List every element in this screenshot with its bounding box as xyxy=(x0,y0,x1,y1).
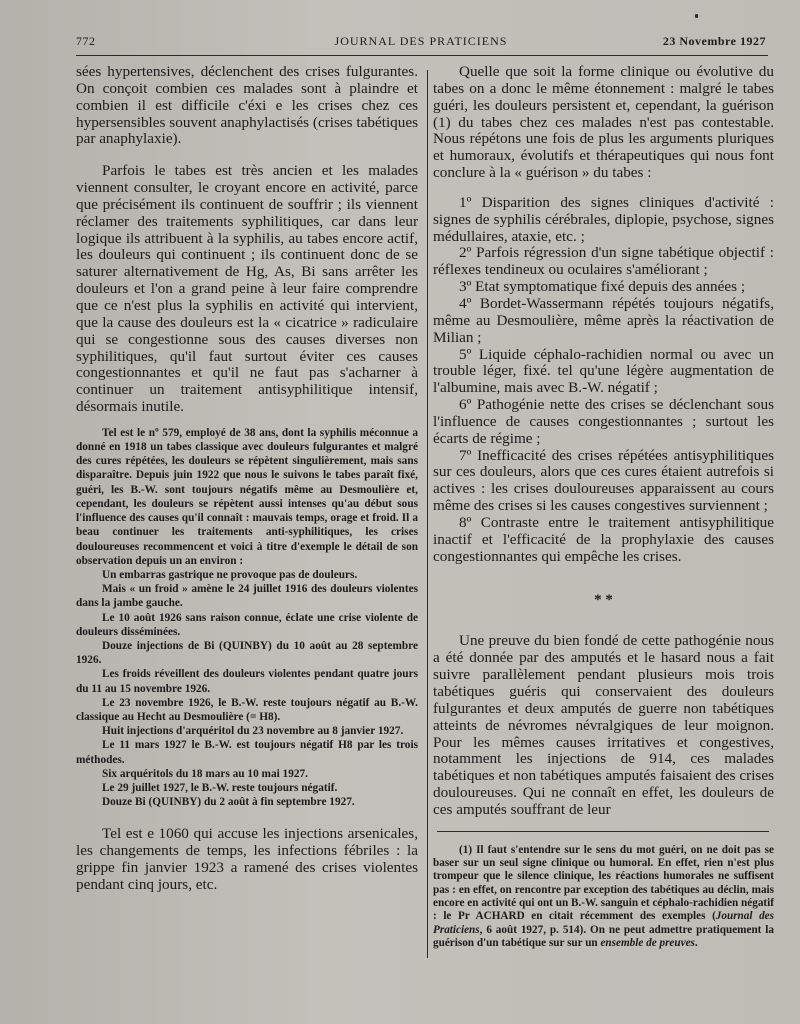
observation-entry: Le 10 août 1926 sans raison connue, éclate une crise violente de douleurs disséminées. xyxy=(76,611,418,638)
section-separator: * * xyxy=(594,592,613,609)
criteria-item: 1º Disparition des signes cliniques d'activité : signes de syphilis cérébrales, diplopie, psychose, signes médullaires, ataxie, etc. ; xyxy=(433,193,774,245)
criteria-list xyxy=(433,195,774,566)
criteria-item: 4º Bordet-Wassermann répétés toujours négatifs, même au Desmoulière, même après la réactivation de Milian ; xyxy=(433,294,774,346)
running-header xyxy=(76,34,766,52)
observation-entry: Mais « un froid » amène le 24 juillet 1916 des douleurs violentes dans la jambe gauche. xyxy=(76,583,418,610)
header-rule xyxy=(76,55,768,56)
right-column xyxy=(433,64,774,950)
case-1060-paragraph: Tel est e 1060 qui accuse les injections arsenicales, les changements de temps, les infections fébriles : la grippe fin janvier 1923 a ramené des crises violentes pendant cinq jours, etc. xyxy=(76,825,418,893)
criteria-item: 5º Liquide céphalo-rachidien normal ou avec un trouble léger, fixé. tel qu'une légère augmentation de l'albumine, mais avec B.-W. négatif ; xyxy=(433,345,774,397)
criteria-item: 2º Parfois régression d'un signe tabétique objectif : réflexes tendineux ou oculaires s'améliorant ; xyxy=(433,244,774,279)
case-579-intro: Tel est le nº 579, employé de 38 ans, dont la syphilis méconnue a donné en 1918 un tabes classique avec douleurs fulgurantes et malgré des cures répétées, les douleurs se répètent singulièrement, mais sans disparaître. Depuis juin 1922 que nous le suivons le tabes paraît fixé, guéri, les B.-W. sont toujours négatifs même au Desmoulière et, cependant, les douleurs se répètent aussi intenses qu'au début sous l'influence des causes qu'il connaît : mauvais temps, orage et froid. Il a beau continuer les traitements anti-syphilitiques, les crises douloureuses recommencent et voici à titre d'exemple le détail de son observation depuis un an environ : xyxy=(76,426,418,567)
ink-speck xyxy=(695,14,698,18)
criteria-item: 6º Pathogénie nette des crises se déclenchant sous l'influence de causes congestionnantes ; surtout les écarts de régime ; xyxy=(433,396,774,447)
criteria-item: 8º Contraste entre le traitement antisyphilitique inactif et l'efficacité de la prophylaxie des causes congestionnantes qui empêche les crises. xyxy=(433,513,774,565)
criteria-item: 7º Inefficacité des crises répétées antisyphilitiques sur ces douleurs, alors que ces cures étaient autrefois si actives : les crises douloureuses apparaissent au cours même des crises si les causes congestives surviennent ; xyxy=(433,446,774,515)
paragraph-tabes-ancien: Parfois le tabes est très ancien et les malades viennent consulter, le croyant encore en activité, parce que précisément ils continuent de souffrir ; ils viennent réclamer des traitements syphilitiques, car dans leur logique ils attribuent à la syphilis, au tabes encore actif, les douleurs qui continuent ; ils continuent donc de se saturer alternativement de Hg, As, Bi sans arrêter les douleurs et l'on a grand peine à leur faire comprendre que ce n'est plus la syphilis en activité qui intervient, que la cause des douleurs est la « cicatrice » radiculaire qui se congestionne sous des causes diverses non syphilitiques, qu'il faut surtout éviter ces causes congestionnantes et qu'il ne faut pas s'acharner à continuer un traitement antisyphilitique intensif, désormais inutile. xyxy=(76,162,418,416)
page-number: 772 xyxy=(76,34,96,48)
journal-title: JOURNAL DES PRATICIENS xyxy=(334,34,508,48)
observation-entry: Six arquéritols du 18 mars au 10 mai 1927. xyxy=(102,767,308,780)
observation-entry: Le 23 novembre 1926, le B.-W. reste toujours négatif au B.-W. classique au Hecht au Desmoulière (= H8). xyxy=(76,696,418,723)
footnote-journal-citation: Journal des Praticiens xyxy=(433,910,774,936)
observation-entry: Douze injections de Bi (QUINBY) du 10 août au 28 septembre 1926. xyxy=(76,639,418,667)
observation-entry: Douze Bi (QUINBY) du 2 août à fin septembre 1927. xyxy=(102,796,355,809)
column-divider xyxy=(427,70,428,958)
observation-entry: Le 29 juillet 1927, le B.-W. reste toujours négatif. xyxy=(102,781,338,794)
footnote-text-end: . xyxy=(694,936,698,949)
paragraph-continued: sées hypertensives, déclenchent des crises fulgurantes. On conçoit combien ces malades sont à plaindre et combien il est difficile c'éxi e les crises chez ces hypersensibles souvent anaphylactisés (crises tabétiques par anaphylaxie). xyxy=(76,63,418,148)
observation-entry: Huit injections d'arquéritol du 23 novembre au 8 janvier 1927. xyxy=(102,725,404,738)
observation-list xyxy=(76,568,418,809)
footnote-text-mid: , 6 août 1927, p. 514). On ne peut admettre pratiquement la guérison d'un tabétique sur sur un xyxy=(433,923,774,949)
left-column xyxy=(76,64,418,894)
footnote-text-start: (1) Il faut s'entendre sur le sens du mot guéri, on ne doit pas se baser sur un seul signe clinique ou humoral. En effet, rien n'est plus trompeur que le silence clinique, les réactions humorales ne suffisent pas : en effet, on rencontre par exception des tabétiques au déclin, mais encore en activité qui ont un B.-W. sanguin et céphalo-rachidien négatif : le Pr ACHARD en citait récemment des exemples ( xyxy=(433,843,774,923)
observation-entry: Un embarras gastrique ne provoque pas de douleurs. xyxy=(102,568,358,581)
footnote xyxy=(433,844,774,950)
paragraph-guerison: Quelle que soit la forme clinique ou évolutive du tabes on a donc le même étonnement : malgré le tabes guéri, les douleurs persistent et, cependant, la guérison (1) du tabes chez ces malades n'est pas contestable. Nous répétons une fois de plus les arguments pluriques et humoraux, évolutifs et thérapeutiques qui nous font conclure à la « guérison » du tabes : xyxy=(433,63,774,182)
paragraph-amputes: Une preuve du bien fondé de cette pathogénie nous a été donnée par des amputés et le hasard nous a fait suivre parallèlement pendant plusieurs mois trois tabétiques guéris qui conservaient des douleurs fulgurantes et deux amputés de guerre non tabétiques atteints de névromes névralgiques de leur moignon. Pour les mêmes causes irritatives et congestives, notamment les injections de 914, ces malades tabétiques et non tabétiques amputés faisaient des crises douloureuses. Qui ne connaît en effet, les douleurs de ces amputés souffrant de leur xyxy=(433,632,774,818)
issue-date: 23 Novembre 1927 xyxy=(662,34,766,48)
observation-entry: Les froids réveillent des douleurs violentes pendant quatre jours du 11 au 15 novembre 1926. xyxy=(76,668,418,695)
criteria-item: 3º Etat symptomatique fixé depuis des années ; xyxy=(459,278,746,296)
footnote-emphasis: ensemble de preuves xyxy=(600,936,695,949)
observation-entry: Le 11 mars 1927 le B.-W. est toujours négatif H8 par les trois méthodes. xyxy=(76,739,418,766)
footnote-rule xyxy=(437,831,769,832)
